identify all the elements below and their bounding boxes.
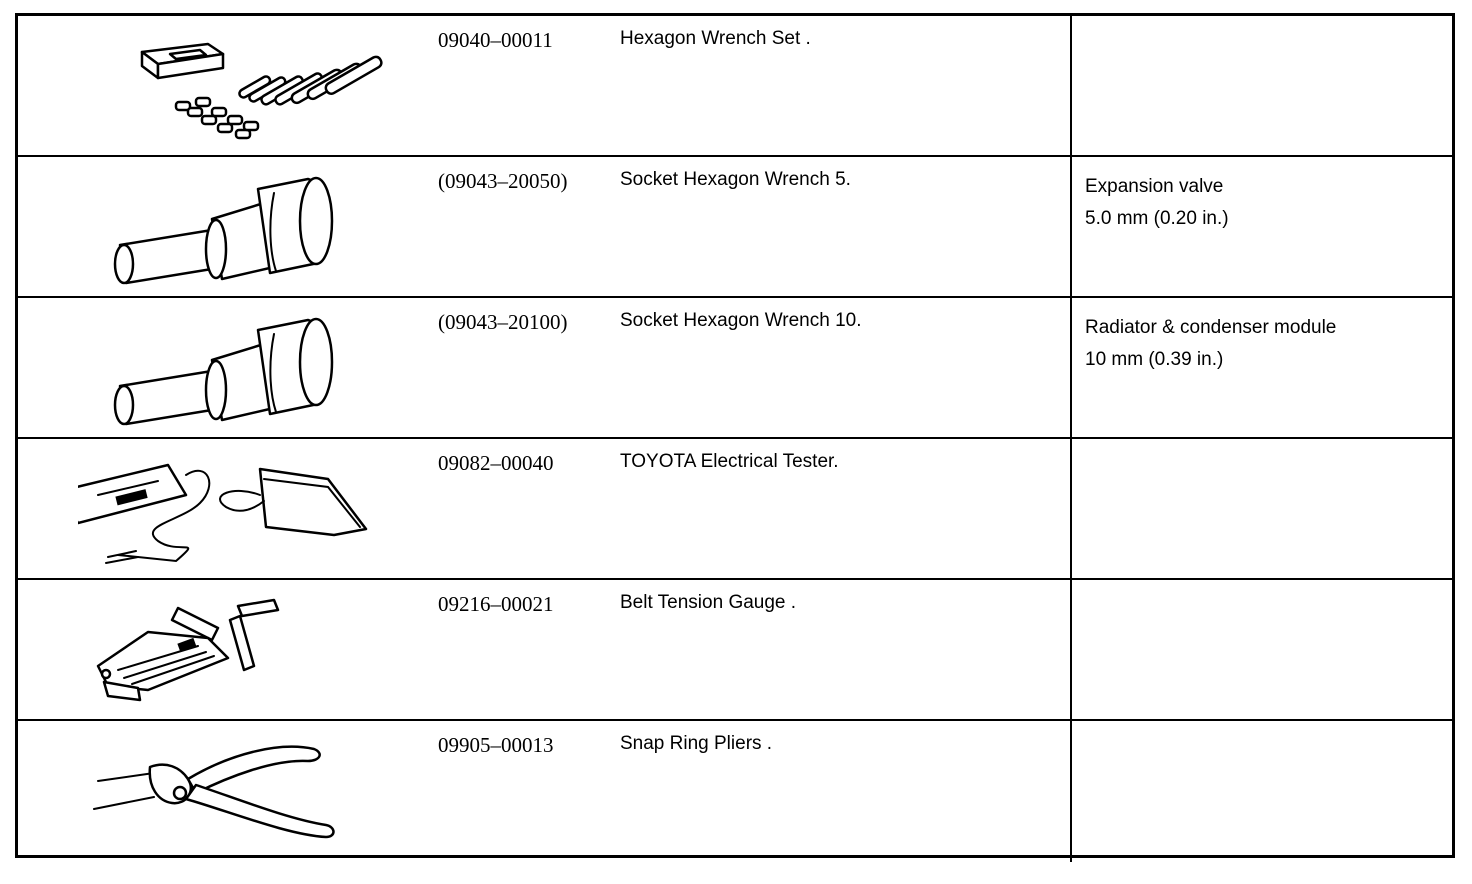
column-divider [1070, 580, 1072, 719]
note-line: 10 mm (0.39 in.) [1085, 349, 1224, 370]
tool-name: Belt Tension Gauge . [620, 592, 797, 613]
part-number: 09216–00021 [438, 592, 554, 616]
belt-tension-gauge-icon [78, 586, 418, 714]
table-row [18, 580, 1452, 721]
tool-name: Hexagon Wrench Set . [620, 28, 811, 49]
tool-name: TOYOTA Electrical Tester. [620, 451, 839, 472]
column-divider [1070, 721, 1072, 862]
column-divider [1070, 439, 1072, 578]
snap-ring-pliers-icon [78, 727, 418, 855]
table-row [18, 721, 1452, 862]
tool-name: Socket Hexagon Wrench 5. [620, 169, 851, 190]
table-row [18, 298, 1452, 439]
part-number: 09905–00013 [438, 733, 554, 757]
column-divider [1070, 16, 1072, 155]
socket-hexagon-wrench-icon [78, 163, 418, 291]
special-tools-table [15, 13, 1455, 858]
note-line: 5.0 mm (0.20 in.) [1085, 208, 1229, 229]
tool-note [1085, 171, 1229, 235]
part-number: 09082–00040 [438, 451, 554, 475]
note-line: Radiator & condenser module [1085, 317, 1337, 338]
part-number: (09043–20050) [438, 169, 568, 193]
part-number: 09040–00011 [438, 28, 553, 52]
column-divider [1070, 298, 1072, 437]
electrical-tester-icon [78, 445, 418, 573]
table-row [18, 439, 1452, 580]
table-row [18, 157, 1452, 298]
tool-note [1085, 312, 1336, 376]
socket-hexagon-wrench-icon [78, 304, 418, 432]
tool-name: Socket Hexagon Wrench 10. [620, 310, 862, 331]
tool-name: Snap Ring Pliers . [620, 733, 773, 754]
hexagon-wrench-set-icon [78, 22, 418, 150]
note-line: Expansion valve [1085, 176, 1224, 197]
table-row [18, 16, 1452, 157]
part-number: (09043–20100) [438, 310, 568, 334]
column-divider [1070, 157, 1072, 296]
